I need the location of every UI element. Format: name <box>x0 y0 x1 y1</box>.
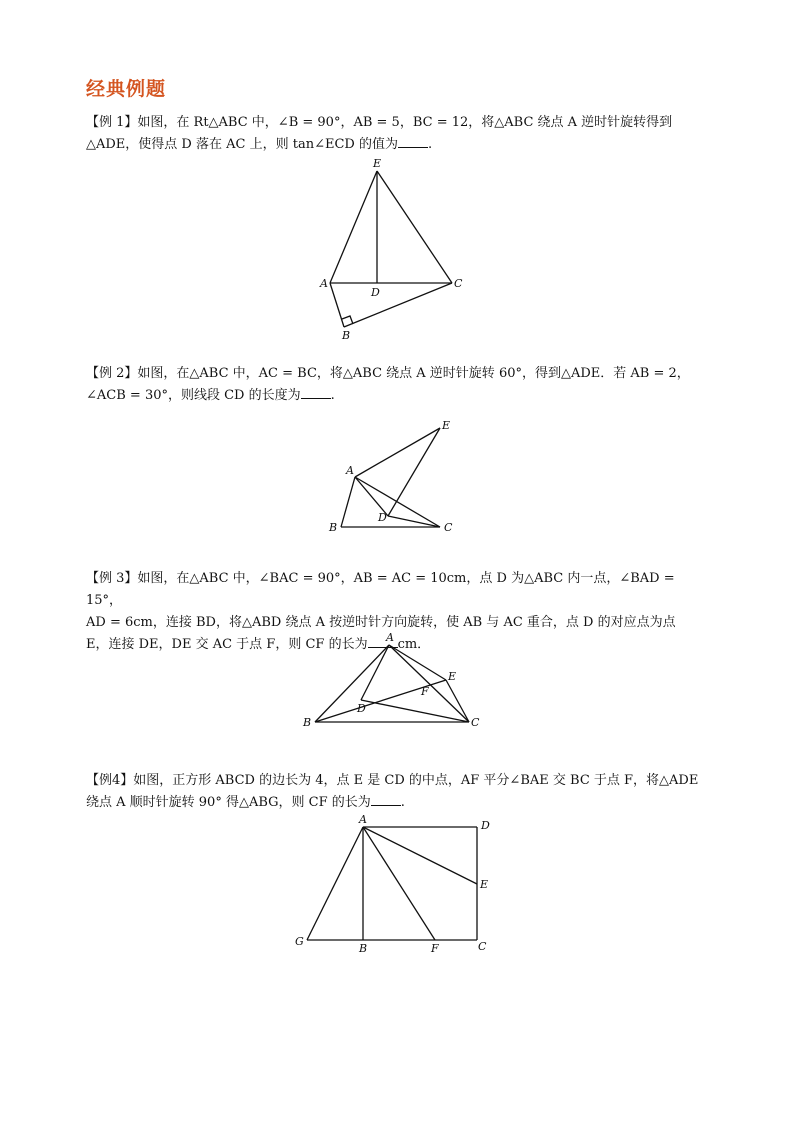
problem-4-text-2: 绕点 A 顺时针旋转 90° 得△ABG，则 CF 的长为 <box>86 795 371 810</box>
point-label-D: D <box>378 511 387 524</box>
problem-2-label: 【例 2】 <box>86 366 138 381</box>
problem-1-text-2: △ADE，使得点 D 落在 AC 上，则 tan∠ECD 的值为 <box>86 137 398 152</box>
point-label-E: E <box>480 878 489 891</box>
problem-3-text-3: E，连接 DE，DE 交 AC 于点 F，则 CF 的长为 <box>86 637 368 652</box>
point-label-B: B <box>303 716 312 729</box>
point-label-C: C <box>471 716 480 729</box>
point-label-D: D <box>481 819 490 832</box>
problem-3-text-3-end: cm． <box>397 637 431 652</box>
problem-1-text-1: 如图，在 Rt△ABC 中，∠B = 90°，AB = 5，BC = 12，将△ABC 绕点 A 逆时针旋转得到 <box>137 115 673 130</box>
segment-AF <box>363 827 435 940</box>
problem-1-label: 【例 1】 <box>86 115 138 130</box>
problem-2-text-1: 如图，在△ABC 中，AC = BC，将△ABC 绕点 A 逆时针旋转 60°，得到△ADE．若 AB = 2， <box>137 366 690 381</box>
point-label-D: D <box>357 702 366 715</box>
problem-4-text-1: 如图，正方形 ABCD 的边长为 4，点 E 是 CD 的中点，AF 平分∠BAE 交 BC 于点 F，将△ADE <box>133 773 699 788</box>
segment-AE <box>363 827 477 884</box>
point-label-F: F <box>421 685 429 698</box>
point-label-A: A <box>346 464 354 477</box>
point-label-E: E <box>448 670 457 683</box>
point-label-A: A <box>320 277 328 290</box>
point-label-B: B <box>359 942 368 955</box>
point-label-A: A <box>359 813 367 826</box>
point-label-E: E <box>442 419 451 432</box>
point-label-B: B <box>342 329 351 342</box>
problem-2-text-2-end: . <box>330 388 335 403</box>
problem-3-text-2: AD = 6cm，连接 BD，将△ABD 绕点 A 按逆时针方向旋转，使 AB 与 AC 重合，点 D 的对应点为点 <box>86 615 676 630</box>
point-label-C: C <box>454 277 463 290</box>
point-label-F: F <box>431 942 439 955</box>
problem-3-text-1: 如图，在△ABC 中，∠BAC = 90°，AB = AC = 10cm，点 D 为△ABC 内一点，∠BAD = 15°， <box>86 571 675 608</box>
segment-AG <box>307 827 363 940</box>
point-label-B: B <box>329 521 338 534</box>
point-label-A: A <box>386 631 394 644</box>
section-title: 经典例题 <box>86 78 167 100</box>
point-label-C: C <box>444 521 453 534</box>
problem-1-text-2-end: . <box>427 137 433 152</box>
problem-4-text-2-end: . <box>400 795 405 810</box>
problem-2-text-2: ∠ACB = 30°，则线段 CD 的长度为 <box>86 388 301 403</box>
problem-3-label: 【例 3】 <box>86 571 138 586</box>
point-label-D: D <box>371 286 380 299</box>
point-label-G: G <box>295 935 304 948</box>
point-label-C: C <box>478 940 487 953</box>
problem-4-label: 【例4】 <box>86 773 134 788</box>
point-label-E: E <box>373 157 382 170</box>
